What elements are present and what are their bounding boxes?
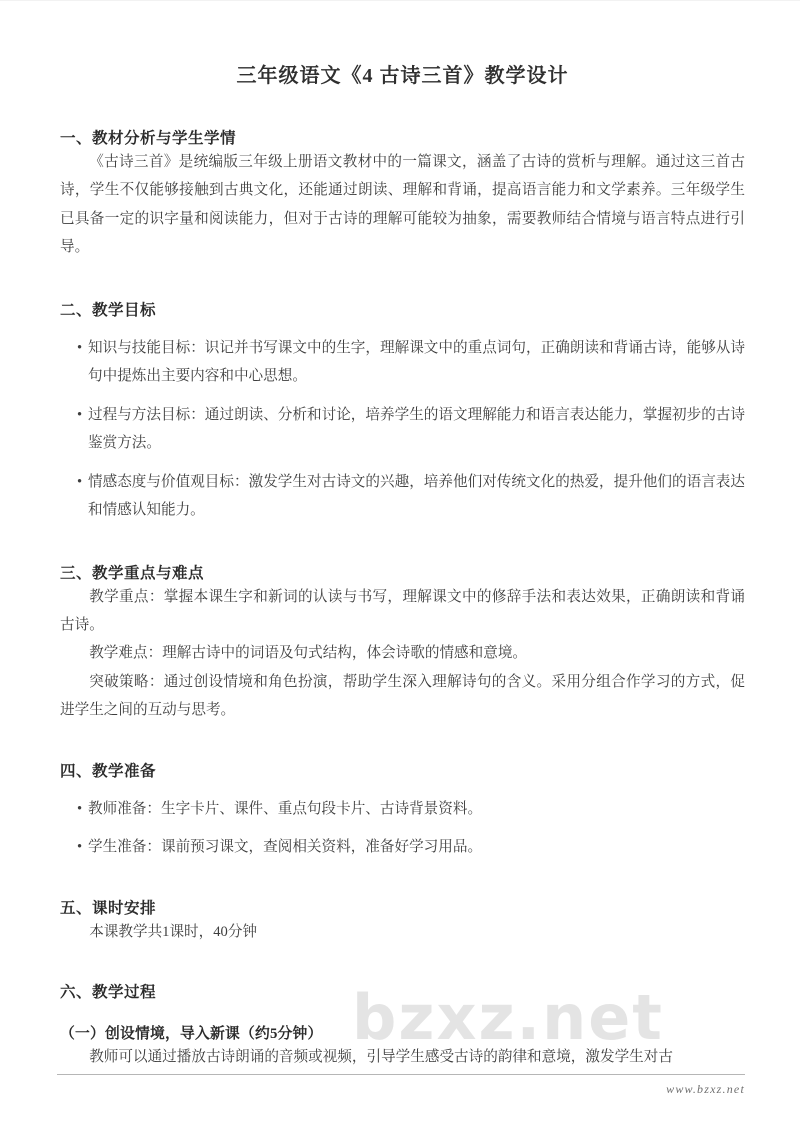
list-item — [60, 401, 745, 458]
footer-url: www.bzxz.net — [666, 1082, 745, 1096]
page-title: 三年级语文《4 古诗三首》教学设计 — [236, 65, 569, 87]
bullet-icon: • — [77, 839, 83, 856]
list-item-text: 学生准备：课前预习课文，查阅相关资料，准备好学习用品。 — [88, 839, 483, 856]
section-teaching-preparation — [60, 759, 745, 862]
footer-divider — [57, 1074, 745, 1075]
section-paragraph: 本课教学共1课时，40分钟 — [89, 923, 258, 940]
list-item-text: 情感态度与价值观目标：激发学生对古诗文的兴趣，培养他们对传统文化的热爱，提升他们的语言表达和情感认知能力。 — [88, 473, 745, 519]
section-paragraph: 教师可以通过播放古诗朗诵的音频或视频，引导学生感受古诗的韵律和意境，激发学生对古 — [89, 1049, 673, 1066]
section-heading: 一、教材分析与学生学情 — [60, 130, 237, 147]
bullet-icon: • — [77, 473, 83, 490]
bullet-icon: • — [77, 339, 83, 356]
section-heading: 三、教学重点与难点 — [60, 564, 205, 582]
document-content — [0, 1, 800, 1072]
list-item-text: 教师准备：生字卡片、课件、重点句段卡片、古诗背景资料。 — [88, 800, 483, 817]
section-paragraph: 《古诗三首》是统编版三年级上册语文教材中的一篇课文，涵盖了古诗的赏析与理解。通过这三首古诗，学生不仅能够接触到古典文化，还能通过朗读、理解和背诵，提高语言能力和文学素养。三年级学生已具备一定的识字量和阅读能力，但对于古诗的理解可能较为抽象，需要教师结合情境与语言特点进行引导。 — [60, 154, 745, 256]
section-teaching-objectives — [60, 298, 745, 525]
bullet-icon: • — [77, 406, 83, 423]
section-teaching-process — [60, 980, 745, 1071]
list-item — [60, 468, 745, 525]
section-heading: 六、教学过程 — [60, 984, 157, 1002]
section-teaching-material-analysis — [60, 126, 745, 262]
section-key-points-difficulties — [60, 561, 745, 725]
list-item — [60, 833, 745, 861]
list-item-text: 知识与技能目标：识记并书写课文中的生字，理解课文中的重点词句，正确朗读和背诵古诗，能够从诗句中提炼出主要内容和中心思想。 — [88, 339, 745, 385]
bullet-icon: • — [77, 800, 83, 817]
list-item — [60, 334, 745, 391]
section-heading: 四、教学准备 — [60, 762, 157, 780]
list-item — [60, 795, 745, 823]
section-paragraph: 教学难点：理解古诗中的词语及句式结构，体会诗歌的情感和意境。 — [89, 645, 528, 662]
preparation-list — [60, 795, 745, 862]
watermark-text: bzxz.net — [352, 981, 664, 1054]
section-paragraph: 教学重点：掌握本课生字和新词的认读与书写，理解课文中的修辞手法和表达效果，正确朗读和背诵古诗。 — [60, 588, 745, 633]
section-heading: 二、教学目标 — [60, 301, 157, 319]
section-paragraph: 突破策略：通过创设情境和角色扮演，帮助学生深入理解诗句的含义。采用分组合作学习的方式，促进学生之间的互动与思考。 — [60, 673, 745, 719]
objective-list — [60, 334, 745, 525]
subsection-heading: （一）创设情境，导入新课（约5分钟） — [60, 1026, 323, 1043]
section-class-schedule — [60, 896, 745, 946]
section-heading: 五、课时安排 — [60, 899, 157, 917]
list-item-text: 过程与方法目标：通过朗读、分析和讨论，培养学生的语文理解能力和语言表达能力，掌握初步的古诗鉴赏方法。 — [88, 406, 745, 452]
